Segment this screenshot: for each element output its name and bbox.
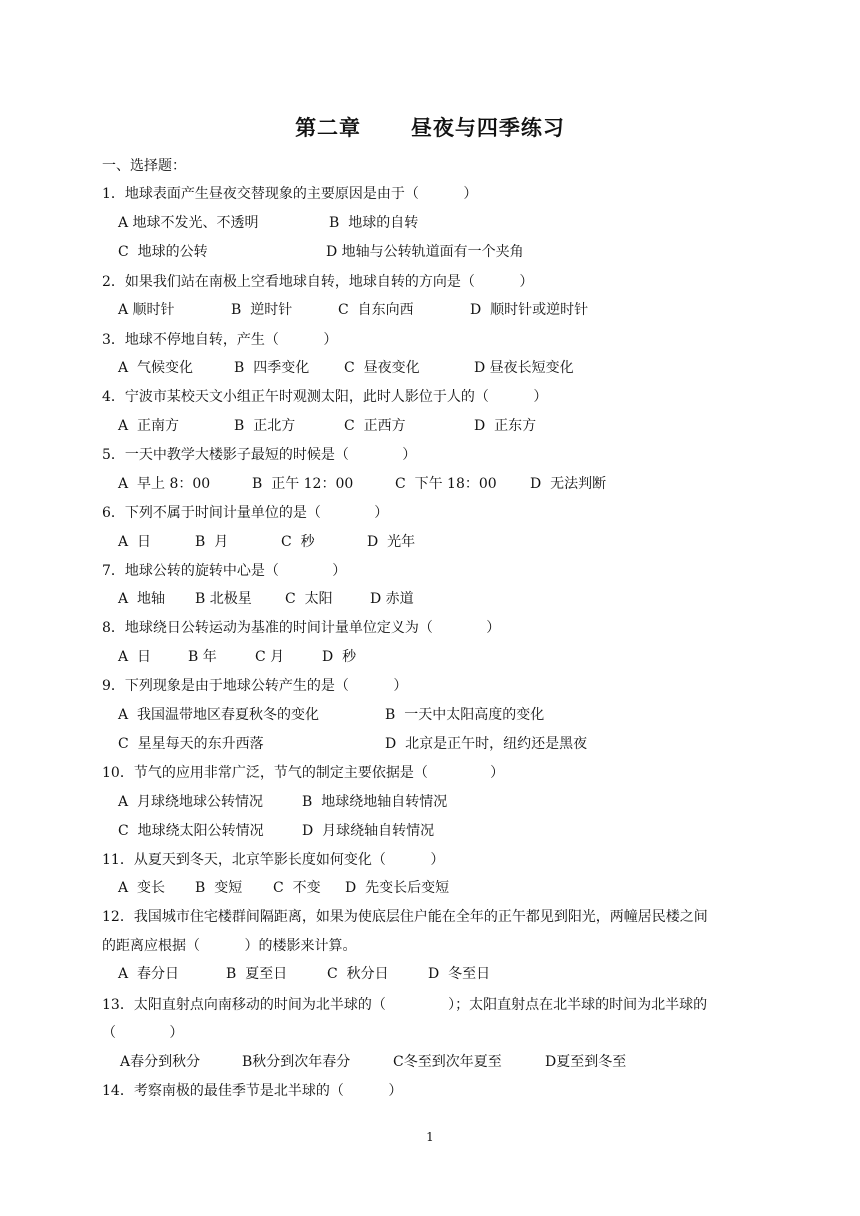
answer-option: B 年	[188, 649, 217, 665]
section-heading: 一、选择题：	[102, 158, 186, 174]
answer-option: C 星星每天的东升西落	[118, 736, 264, 752]
answer-option: A 顺时针	[118, 302, 175, 318]
question-stem: 14．考察南极的最佳季节是北半球的（ ）	[102, 1083, 403, 1099]
question-stem: 10．节气的应用非常广泛，节气的制定主要依据是（ ）	[102, 765, 505, 781]
answer-option: C 不变	[273, 880, 321, 896]
answer-option: B秋分到次年春分	[242, 1054, 351, 1070]
page-title: 第二章 昼夜与四季练习	[295, 115, 565, 140]
answer-option: A 地球不发光、不透明	[118, 215, 259, 231]
question-stem: 1．地球表面产生昼夜交替现象的主要原因是由于（ ）	[102, 186, 478, 202]
answer-option: B 正北方	[234, 418, 296, 434]
question-stem: 4．宁波市某校天文小组正午时观测太阳，此时人影位于人的（ ）	[102, 389, 548, 405]
answer-option: D 北京是正午时，纽约还是黑夜	[385, 736, 588, 752]
answer-option: A 变长	[118, 880, 166, 896]
answer-option: D 冬至日	[428, 966, 491, 982]
answer-option: A 地轴	[118, 591, 166, 607]
answer-option: A 春分日	[118, 966, 180, 982]
question-stem: （ ）	[102, 1025, 184, 1041]
answer-option: A 早上 8：00	[118, 476, 211, 492]
answer-option: A 日	[118, 534, 152, 550]
answer-option: B 地球绕地轴自转情况	[302, 794, 448, 810]
answer-option: C冬至到次年夏至	[393, 1054, 502, 1070]
answer-option: B 正午 12：00	[252, 476, 354, 492]
answer-option: B 变短	[195, 880, 243, 896]
question-stem: 13．太阳直射点向南移动的时间为北半球的（ ）；太阳直射点在北半球的时间为北半球的	[102, 997, 708, 1013]
answer-option: B 逆时针	[231, 302, 293, 318]
answer-option: B 月	[195, 534, 229, 550]
answer-option: D夏至到冬至	[545, 1054, 627, 1070]
answer-option: D 正东方	[474, 418, 537, 434]
answer-option: D 先变长后变短	[345, 880, 450, 896]
question-stem: 8．地球绕日公转运动为基准的时间计量单位定义为（ ）	[102, 620, 501, 636]
answer-option: C 太阳	[285, 591, 333, 607]
question-stem: 12．我国城市住宅楼群间隔距离，如果为使底层住户能在全年的正午都见到阳光，两幢居民楼之间	[102, 909, 708, 925]
answer-option: D 月球绕轴自转情况	[302, 823, 435, 839]
answer-option: A 我国温带地区春夏秋冬的变化	[118, 707, 320, 723]
question-stem: 2．如果我们站在南极上空看地球自转，地球自转的方向是（ ）	[102, 274, 534, 290]
answer-option: C 地球绕太阳公转情况	[118, 823, 264, 839]
question-stem: 9．下列现象是由于地球公转产生的是（ ）	[102, 678, 408, 694]
answer-option: A 日	[118, 649, 152, 665]
question-stem: 3．地球不停地自转，产生（ ）	[102, 332, 338, 348]
page-number: 1	[426, 1130, 434, 1144]
answer-option: B 四季变化	[234, 360, 310, 376]
answer-option: C 下午 18：00	[395, 476, 497, 492]
answer-option: B 北极星	[195, 591, 252, 607]
answer-option: C 昼夜变化	[344, 360, 420, 376]
answer-option: A 正南方	[118, 418, 180, 434]
answer-option: B 地球的自转	[329, 215, 419, 231]
answer-option: C 正西方	[344, 418, 406, 434]
answer-option: A 月球绕地球公转情况	[118, 794, 264, 810]
answer-option: A 气候变化	[118, 360, 194, 376]
answer-option: D 秒	[322, 649, 357, 665]
answer-option: D 光年	[367, 534, 416, 550]
answer-option: C 自东向西	[338, 302, 414, 318]
answer-option: B 夏至日	[226, 966, 288, 982]
answer-option: C 月	[255, 649, 285, 665]
question-stem: 5．一天中教学大楼影子最短的时候是（ ）	[102, 447, 417, 463]
answer-option: D 昼夜长短变化	[474, 360, 574, 376]
answer-option: D 赤道	[370, 591, 414, 607]
answer-option: B 一天中太阳高度的变化	[385, 707, 545, 723]
answer-option: D 顺时针或逆时针	[470, 302, 589, 318]
answer-option: C 秒	[281, 534, 315, 550]
answer-option: D 无法判断	[530, 476, 607, 492]
question-stem: 的距离应根据（ ）的楼影来计算。	[102, 938, 357, 954]
question-stem: 6．下列不属于时间计量单位的是（ ）	[102, 505, 389, 521]
answer-option: D 地轴与公转轨道面有一个夹角	[326, 244, 524, 260]
question-stem: 11．从夏天到冬天，北京竿影长度如何变化（ ）	[102, 852, 445, 868]
answer-option: C 秋分日	[327, 966, 389, 982]
question-stem: 7．地球公转的旋转中心是（ ）	[102, 563, 347, 579]
answer-option: C 地球的公转	[118, 244, 208, 260]
answer-option: A春分到秋分	[120, 1054, 201, 1070]
